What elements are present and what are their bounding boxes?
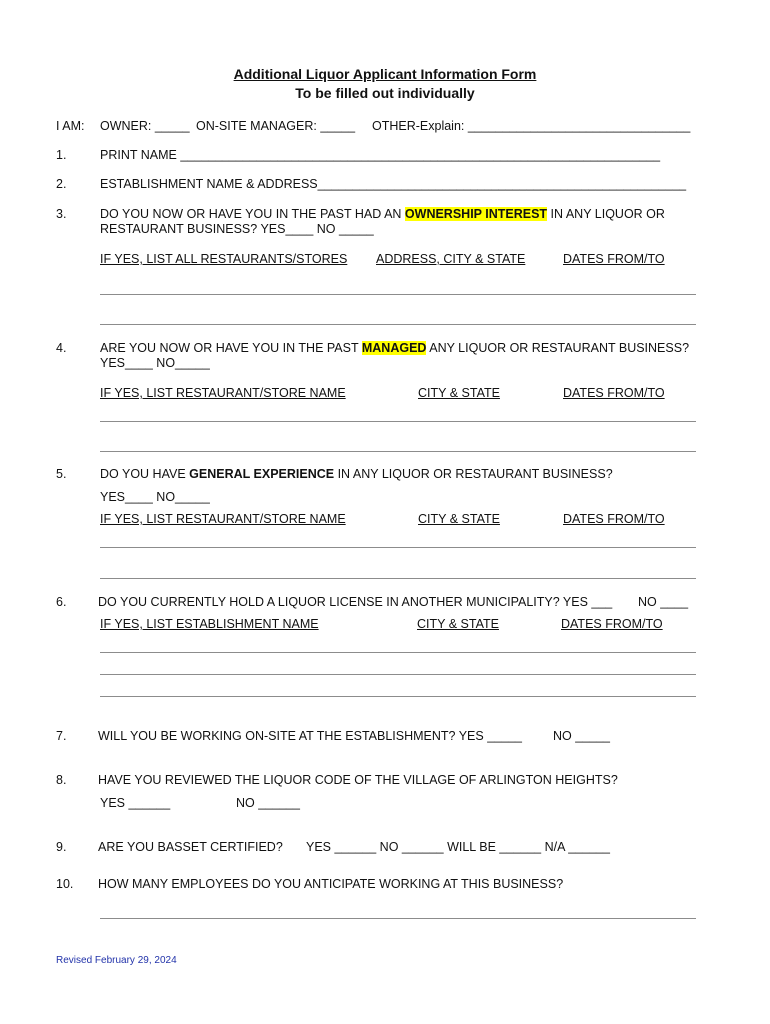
- q6-col-name: IF YES, LIST ESTABLISHMENT NAME: [100, 617, 319, 631]
- q10-question: HOW MANY EMPLOYEES DO YOU ANTICIPATE WORKING AT THIS BUSINESS?: [98, 877, 564, 891]
- owner-field[interactable]: OWNER: _____: [100, 119, 190, 133]
- form-subtitle: To be filled out individually: [295, 85, 475, 101]
- q9-question: ARE YOU BASSET CERTIFIED?: [98, 840, 283, 854]
- q10-number: 10.: [56, 877, 74, 891]
- q6-no[interactable]: NO ____: [638, 595, 689, 609]
- answer-line[interactable]: [100, 918, 696, 919]
- q4-col-dates: DATES FROM/TO: [563, 386, 665, 400]
- q8-question: HAVE YOU REVIEWED THE LIQUOR CODE OF THE VILLAGE OF ARLINGTON HEIGHTS?: [98, 773, 618, 787]
- q3-col-dates: DATES FROM/TO: [563, 252, 665, 266]
- managed-highlight: MANAGED: [361, 341, 427, 355]
- q4-question: ARE YOU NOW OR HAVE YOU IN THE PAST MANAGED ANY LIQUOR OR RESTAURANT BUSINESS?: [100, 341, 690, 355]
- answer-line[interactable]: [100, 696, 696, 697]
- general-experience-bold: GENERAL EXPERIENCE: [189, 467, 335, 481]
- other-explain-field[interactable]: OTHER-Explain: ________________________________: [372, 119, 691, 133]
- q9-number: 9.: [56, 840, 67, 854]
- answer-line[interactable]: [100, 324, 696, 325]
- answer-line[interactable]: [100, 451, 696, 452]
- answer-line[interactable]: [100, 674, 696, 675]
- q4-col-name: IF YES, LIST RESTAURANT/STORE NAME: [100, 386, 346, 400]
- answer-line[interactable]: [100, 421, 696, 422]
- q7-number: 7.: [56, 729, 67, 743]
- form-title: Additional Liquor Applicant Information Form: [233, 66, 537, 82]
- q3-question: DO YOU NOW OR HAVE YOU IN THE PAST HAD AN OWNERSHIP INTEREST IN ANY LIQUOR OR: [100, 207, 665, 221]
- q6-number: 6.: [56, 595, 67, 609]
- q3-col-address: ADDRESS, CITY & STATE: [376, 252, 526, 266]
- q8-yes[interactable]: YES ______: [100, 796, 171, 810]
- iam-label: I AM:: [56, 119, 85, 133]
- q7-question[interactable]: WILL YOU BE WORKING ON-SITE AT THE ESTABLISHMENT? YES _____: [98, 729, 522, 743]
- q9-options[interactable]: YES ______ NO ______ WILL BE ______ N/A ______: [306, 840, 610, 854]
- answer-line[interactable]: [100, 547, 696, 548]
- q6-question[interactable]: DO YOU CURRENTLY HOLD A LIQUOR LICENSE IN ANOTHER MUNICIPALITY? YES ___: [98, 595, 613, 609]
- q5-number: 5.: [56, 467, 67, 481]
- q4-number: 4.: [56, 341, 67, 355]
- q8-no[interactable]: NO ______: [236, 796, 300, 810]
- q1-number: 1.: [56, 148, 67, 162]
- answer-line[interactable]: [100, 578, 696, 579]
- q5-col-name: IF YES, LIST RESTAURANT/STORE NAME: [100, 512, 346, 526]
- q5-col-dates: DATES FROM/TO: [563, 512, 665, 526]
- ownership-interest-highlight: OWNERSHIP INTEREST: [404, 207, 548, 221]
- establishment-field[interactable]: ESTABLISHMENT NAME & ADDRESS_____________________________________________________: [100, 177, 687, 191]
- q5-question: DO YOU HAVE GENERAL EXPERIENCE IN ANY LIQUOR OR RESTAURANT BUSINESS?: [100, 467, 613, 481]
- answer-line[interactable]: [100, 652, 696, 653]
- q4-col-city: CITY & STATE: [418, 386, 500, 400]
- q3-yes-no[interactable]: RESTAURANT BUSINESS? YES____ NO _____: [100, 222, 374, 236]
- revision-date: Revised February 29, 2024: [56, 955, 177, 966]
- q2-number: 2.: [56, 177, 67, 191]
- q3-number: 3.: [56, 207, 67, 221]
- answer-line[interactable]: [100, 294, 696, 295]
- q3-col-restaurants: IF YES, LIST ALL RESTAURANTS/STORES: [100, 252, 348, 266]
- onsite-manager-field[interactable]: ON-SITE MANAGER: _____: [196, 119, 356, 133]
- q8-number: 8.: [56, 773, 67, 787]
- q5-col-city: CITY & STATE: [418, 512, 500, 526]
- q6-col-dates: DATES FROM/TO: [561, 617, 663, 631]
- print-name-field[interactable]: PRINT NAME _____________________________________________________________________: [100, 148, 661, 162]
- q6-col-city: CITY & STATE: [417, 617, 499, 631]
- q4-yes-no[interactable]: YES____ NO_____: [100, 356, 210, 370]
- q5-yes-no[interactable]: YES____ NO_____: [100, 490, 210, 504]
- q7-no[interactable]: NO _____: [553, 729, 610, 743]
